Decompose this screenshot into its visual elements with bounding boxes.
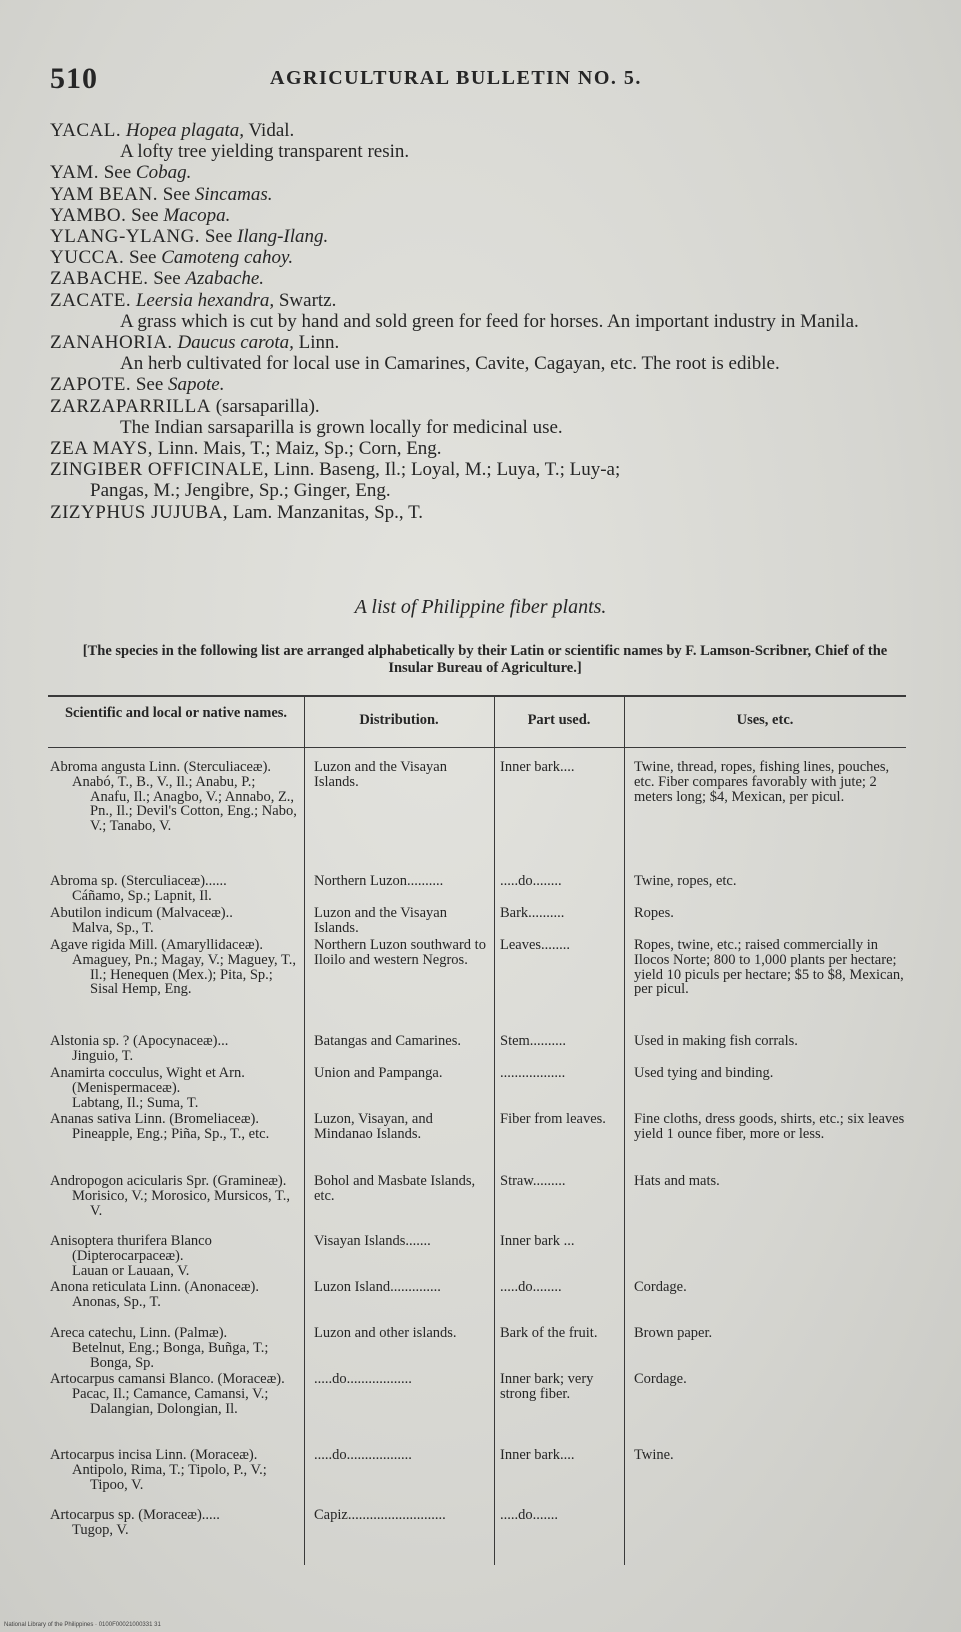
entry-headword: YAMBO.: [50, 204, 127, 226]
cell-distribution: .....do..................: [314, 1447, 412, 1463]
entry-latin-name: Leersia hexandra,: [135, 289, 275, 311]
glossary-entry: [50, 247, 920, 268]
entry-see-reference: Ilang-Ilang.: [237, 226, 329, 248]
cell-distribution: Batangas and Camarines.: [314, 1033, 461, 1049]
entry-definition: An herb cultivated for local use in Camarines, Cavite, Cagayan, etc. The root is edible.: [120, 353, 780, 375]
entry-text: Swartz.: [274, 289, 337, 311]
table-row: [48, 1234, 906, 1280]
cell-names: [50, 760, 298, 834]
cell-uses: Used tying and binding.: [634, 1065, 774, 1081]
local-names: Pineapple, Eng.; Piña, Sp., T., etc.: [72, 1125, 270, 1142]
glossary-entry: [50, 290, 920, 332]
entry-see-reference: Sapote.: [168, 374, 225, 396]
section-title: A list of Philippine fiber plants.: [354, 596, 607, 618]
local-names: Betelnut, Eng.; Bonga, Buñga, T.; Bonga, Sp.: [72, 1339, 269, 1371]
entry-text: Linn. Mais, T.; Maiz, Sp.; Corn, Eng.: [153, 438, 442, 460]
cell-distribution: Luzon and other islands.: [314, 1325, 457, 1341]
entry-text: See: [98, 162, 136, 184]
table-row: [48, 1448, 906, 1508]
glossary-entry: [50, 226, 920, 247]
section-note: [The species in the following list are arranged alphabetically by their Latin or scientific names by F. Lamson-Scribner, Chief of the Insular Bureau of Agriculture.]: [82, 643, 888, 676]
table-row: [48, 1280, 906, 1326]
entry-text: See: [157, 183, 195, 205]
entry-latin-name: Hopea plagata,: [125, 120, 245, 141]
cell-part-used: .....do........: [500, 873, 562, 889]
cell-uses: Ropes.: [634, 905, 674, 921]
scientific-name: Ananas sativa Linn. (Bromeliaceæ).: [50, 1111, 259, 1127]
glossary-entry: [50, 205, 920, 226]
cell-distribution: Capiz...........................: [314, 1507, 446, 1523]
glossary-entry: [50, 268, 920, 289]
local-names: Jinguio, T.: [72, 1047, 134, 1064]
cell-part-used: Leaves........: [500, 937, 571, 953]
table-row: [48, 906, 906, 938]
cell-part-used: Bark..........: [500, 905, 565, 921]
scientific-name: Artocarpus incisa Linn. (Moraceæ).: [50, 1447, 258, 1463]
cell-uses: Cordage.: [634, 1279, 687, 1295]
local-names: Anabó, T., B., V., Il.; Anabu, P.; Anafu, Il.; Anagbo, V.; Annabo, Z., Pn., Il.; Devil's Cotton, Eng.; Nabo, V.; Tanabo, V.: [72, 773, 297, 835]
table-body: [48, 760, 906, 1540]
glossary-entry: [50, 374, 920, 395]
cell-uses: Cordage.: [634, 1371, 687, 1387]
cell-names: [50, 1034, 298, 1064]
entry-text: See: [126, 204, 164, 226]
cell-part-used: Bark of the fruit.: [500, 1325, 598, 1341]
entry-headword: ZINGIBER OFFICINALE,: [50, 459, 269, 481]
entry-definition: A lofty tree yielding transparent resin.: [120, 141, 410, 163]
scientific-name: Alstonia sp. ? (Apocynaceæ)...: [50, 1033, 229, 1049]
cell-part-used: Inner bark ...: [500, 1233, 575, 1249]
cell-part-used: .....do........: [500, 1279, 562, 1295]
entry-text: See: [124, 247, 162, 269]
entry-definition: The Indian sarsaparilla is grown locally for medicinal use.: [120, 416, 563, 438]
entry-definition: A grass which is cut by hand and sold green for feed for horses. An important industry in Manila.: [120, 310, 859, 332]
entry-text: See: [200, 226, 237, 248]
entry-text: Linn. Baseng, Il.; Loyal, M.; Luya, T.; Luy-a;: [269, 459, 621, 481]
cell-names: [50, 1066, 298, 1110]
entry-headword: ZAPOTE.: [50, 374, 132, 396]
cell-names: [50, 1372, 298, 1416]
entry-headword: ZACATE.: [50, 289, 132, 311]
cell-part-used: Stem..........: [500, 1033, 567, 1049]
cell-part-used: Fiber from leaves.: [500, 1111, 606, 1127]
cell-names: [50, 1280, 298, 1310]
glossary-entry: [50, 184, 920, 205]
scientific-name: Agave rigida Mill. (Amaryllidaceæ).: [50, 937, 264, 953]
cell-uses: Used in making fish corrals.: [634, 1033, 798, 1049]
scientific-name: Artocarpus sp. (Moraceæ).....: [50, 1507, 220, 1523]
table-row: [48, 1066, 906, 1112]
cell-names: [50, 1234, 298, 1278]
cell-part-used: ..................: [500, 1065, 566, 1081]
cell-distribution: Luzon, Visayan, and Mindanao Islands.: [314, 1111, 433, 1142]
header-uses: Uses, etc.: [736, 712, 794, 728]
scientific-name: Anisoptera thurifera Blanco (Dipterocarpaceæ).: [50, 1233, 212, 1264]
cell-part-used: Inner bark....: [500, 1447, 575, 1463]
entry-see-reference: Macopa.: [163, 204, 231, 226]
table-row: [48, 1508, 906, 1540]
entry-headword: ZEA MAYS,: [50, 438, 154, 460]
glossary-entry: [50, 332, 920, 374]
entry-text: See: [148, 268, 186, 290]
entry-headword: YLANG-YLANG.: [50, 226, 201, 248]
entry-headword: YUCCA.: [50, 247, 125, 269]
cell-names: [50, 1448, 298, 1492]
local-names: Labtang, Il.; Suma, T.: [72, 1094, 199, 1111]
cell-names: [50, 1326, 298, 1370]
page-number: 510: [50, 62, 98, 95]
glossary-entry: [50, 396, 920, 438]
glossary-entry: [50, 438, 920, 459]
local-names: Pacac, Il.; Camance, Camansi, V.; Dalangian, Dolongian, Il.: [72, 1385, 269, 1417]
entry-headword: ZANAHORIA.: [50, 332, 173, 354]
cell-names: [50, 938, 298, 997]
table-row: [48, 1174, 906, 1234]
scientific-name: Anamirta cocculus, Wight et Arn. (Menispermaceæ).: [50, 1065, 245, 1096]
local-names: Amaguey, Pn.; Magay, V.; Maguey, T., Il.; Henequen (Mex.); Pita, Sp.; Sisal Hemp, Eng.: [72, 951, 297, 998]
entry-headword: YACAL.: [50, 120, 122, 141]
table-row: [48, 874, 906, 906]
table-header-rule: [48, 747, 906, 748]
running-head: AGRICULTURAL BULLETIN NO. 5.: [270, 67, 642, 89]
local-names: Morisico, V.; Morosico, Mursicos, T., V.: [72, 1187, 291, 1219]
entry-text: (sarsaparilla).: [210, 395, 320, 417]
scientific-name: Abroma angusta Linn. (Sterculiaceæ).: [50, 759, 272, 775]
cell-part-used: .....do.......: [500, 1507, 558, 1523]
glossary-entry: [50, 502, 920, 523]
cell-distribution: Luzon and the Visayan Islands.: [314, 759, 447, 790]
cell-part-used: Straw.........: [500, 1173, 566, 1189]
local-names: Anonas, Sp., T.: [72, 1293, 161, 1310]
glossary-entry: [50, 120, 920, 162]
table-row: [48, 760, 906, 874]
glossary-entries: [50, 120, 920, 523]
local-names: Cáñamo, Sp.; Lapnit, Il.: [72, 887, 212, 904]
cell-uses: Ropes, twine, etc.; raised commercially in Ilocos Norte; 800 to 1,000 plants per hectare; yield 10 piculs per hectare; $5 to $8, Mexican, per picul.: [634, 937, 904, 998]
entry-continuation: Pangas, M.; Jengibre, Sp.; Ginger, Eng.: [90, 480, 391, 502]
entry-see-reference: Azabache.: [185, 268, 265, 290]
entry-see-reference: Cobag.: [135, 162, 192, 184]
cell-part-used: Inner bark; very strong fiber.: [500, 1371, 594, 1402]
cell-uses: Fine cloths, dress goods, shirts, etc.; six leaves yield 1 ounce fiber, more or less.: [634, 1111, 905, 1142]
cell-uses: Twine, thread, ropes, fishing lines, pouches, etc. Fiber compares favorably with jute; 2 meters long; $4, Mexican, per picul.: [634, 759, 890, 805]
entry-headword: YAM.: [50, 162, 99, 184]
cell-uses: Hats and mats.: [634, 1173, 720, 1189]
entry-text: Linn.: [293, 332, 340, 354]
table-row: [48, 1326, 906, 1372]
cell-uses: Brown paper.: [634, 1325, 713, 1341]
table-top-rule: [48, 695, 906, 697]
cell-uses: Twine.: [634, 1447, 674, 1463]
scientific-name: Areca catechu, Linn. (Palmæ).: [50, 1325, 228, 1341]
scientific-name: Artocarpus camansi Blanco. (Moraceæ).: [50, 1371, 285, 1387]
table-row: [48, 938, 906, 1034]
local-names: Antipolo, Rima, T.; Tipolo, P., V.; Tipoo, V.: [72, 1461, 267, 1493]
scientific-name: Andropogon acicularis Spr. (Gramineæ).: [50, 1173, 287, 1189]
scientific-name: Anona reticulata Linn. (Anonaceæ).: [50, 1279, 259, 1295]
entry-text: Lam. Manzanitas, Sp., T.: [227, 501, 424, 523]
table-row: [48, 1372, 906, 1448]
local-names: Lauan or Lauaan, V.: [72, 1262, 190, 1279]
cell-names: [50, 906, 298, 936]
scan-footer: National Library of the Philippines · 0100F00021000331 31: [4, 1622, 161, 1628]
cell-names: [50, 1112, 298, 1142]
cell-distribution: Luzon Island..............: [314, 1279, 441, 1295]
entry-headword: YAM BEAN.: [50, 183, 158, 205]
entry-text: See: [131, 374, 169, 396]
entry-latin-name: Daucus carota,: [177, 332, 294, 354]
cell-names: [50, 1174, 298, 1218]
entry-see-reference: Sincamas.: [194, 183, 273, 205]
glossary-entry: [50, 162, 920, 183]
cell-names: [50, 1508, 298, 1538]
cell-distribution: Visayan Islands.......: [314, 1233, 431, 1249]
cell-distribution: Northern Luzon..........: [314, 873, 444, 889]
cell-distribution: Bohol and Masbate Islands, etc.: [314, 1173, 476, 1204]
local-names: Malva, Sp., T.: [72, 919, 154, 936]
cell-part-used: Inner bark....: [500, 759, 575, 775]
header-scientific-names: Scientific and local or native names.: [64, 705, 288, 721]
entry-headword: ZARZAPARRILLA: [50, 395, 211, 417]
cell-distribution: Union and Pampanga.: [314, 1065, 443, 1081]
entry-see-reference: Camoteng cahoy.: [161, 247, 294, 269]
entry-headword: ZIZYPHUS JUJUBA,: [50, 501, 228, 523]
table-row: [48, 1034, 906, 1066]
table-row: [48, 1112, 906, 1174]
local-names: Tugop, V.: [72, 1521, 129, 1538]
cell-uses: Twine, ropes, etc.: [634, 873, 737, 889]
scientific-name: Abroma sp. (Sterculiaceæ)......: [50, 873, 227, 889]
entry-text: Vidal.: [244, 120, 295, 141]
cell-names: [50, 874, 298, 904]
cell-distribution: .....do..................: [314, 1371, 412, 1387]
glossary-entry: [50, 459, 920, 501]
scientific-name: Abutilon indicum (Malvaceæ)..: [50, 905, 233, 921]
header-distribution: Distribution.: [359, 712, 439, 728]
fiber-plants-table: [48, 695, 906, 1565]
header-part-used: Part used.: [527, 712, 591, 728]
entry-headword: ZABACHE.: [50, 268, 149, 290]
cell-distribution: Luzon and the Visayan Islands.: [314, 905, 447, 936]
cell-distribution: Northern Luzon southward to Iloilo and western Negros.: [314, 937, 486, 968]
